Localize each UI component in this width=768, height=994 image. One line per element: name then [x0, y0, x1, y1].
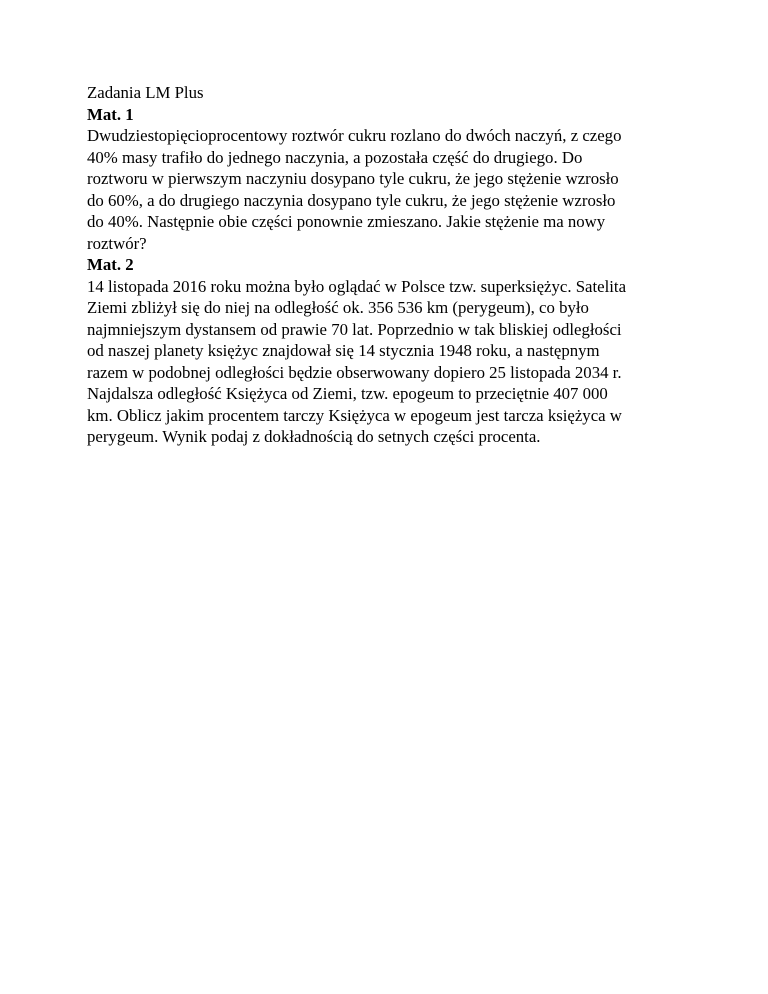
task-line: od naszej planety księżyc znajdował się 14 stycznia 1948 roku, a następnym [87, 341, 600, 360]
task-body [87, 125, 687, 254]
task-heading: Mat. 2 [87, 255, 134, 274]
task-2 [87, 254, 687, 448]
task-line: roztwór? [87, 233, 147, 253]
document-title: Zadania LM Plus [87, 83, 204, 102]
task-line: razem w podobnej odległości będzie obserwowany dopiero 25 listopada 2034 r. [87, 362, 622, 382]
task-line: Dwudziestopięcioprocentowy roztwór cukru rozlano do dwóch naczyń, z czego [87, 126, 622, 145]
task-line: najmniejszym dystansem od prawie 70 lat. Poprzednio w tak bliskiej odległości [87, 319, 622, 339]
task-1 [87, 104, 687, 255]
task-line: perygeum. Wynik podaj z dokładnością do setnych części procenta. [87, 427, 541, 446]
task-line: 40% masy trafiło do jednego naczynia, a pozostała część do drugiego. Do [87, 147, 583, 167]
task-line: do 40%. Następnie obie części ponownie zmieszano. Jakie stężenie ma nowy [87, 212, 606, 231]
task-line: Ziemi zbliżył się do niej na odległość ok. 356 536 km (perygeum), co było [87, 298, 589, 317]
task-line: 14 listopada 2016 roku można było oglądać w Polsce tzw. superksiężyc. Satelita [87, 276, 627, 296]
task-body [87, 276, 687, 448]
task-line: roztworu w pierwszym naczyniu dosypano tyle cukru, że jego stężenie wzrosło [87, 169, 619, 188]
document-content [87, 82, 687, 448]
task-line: do 60%, a do drugiego naczynia dosypano tyle cukru, że jego stężenie wzrosło [87, 190, 616, 210]
task-line: Najdalsza odległość Księżyca od Ziemi, tzw. epogeum to przeciętnie 407 000 [87, 384, 608, 403]
task-line: km. Oblicz jakim procentem tarczy Księżyca w epogeum jest tarcza księżyca w [87, 405, 622, 425]
task-heading: Mat. 1 [87, 104, 134, 124]
